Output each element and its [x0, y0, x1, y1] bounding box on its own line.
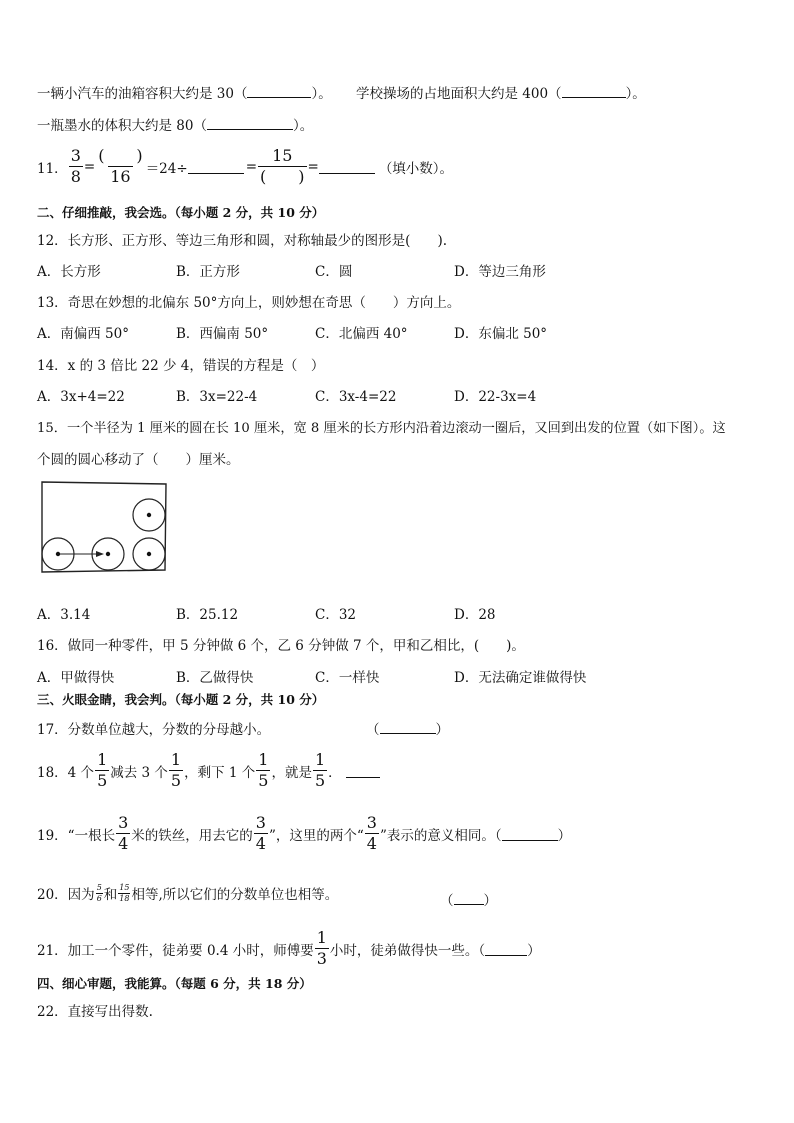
question-21: 21．加工一个零件，徒弟要 0.4 小时，师傅要 $\frac{1}{3}$ 小时，徒弟做得快一些。（ ） — [37, 928, 541, 968]
question-11: 11． $\frac{3}{8}$ = $\frac{( )}{16}$ ＝24÷ = $\frac{15}{( )}$ = （填小数）。 — [37, 146, 454, 186]
arrow-head — [96, 551, 104, 557]
question-15-cont: 个圆的圆心移动了（ ）厘米。 — [37, 452, 240, 468]
option-b[interactable]: B．25.12 — [176, 607, 239, 623]
question-19: 19．“一根长 $\frac{3}{4}$ 米的铁丝，用去它的 $\frac{3}{4}$ ”，这里的两个“ $\frac{3}{4}$ ”表示的意义相同。（ ） — [37, 813, 572, 853]
answer-blank[interactable] — [247, 84, 311, 98]
question-15: 15．一个半径为 1 厘米的圆在长 10 厘米，宽 8 厘米的长方形内沿着边滚动一圈后，又回到出发的位置（如下图）。这 — [37, 421, 726, 436]
option-d[interactable]: D．东偏北 50° — [454, 326, 548, 342]
question-16: 16．做同一种零件，甲 5 分钟做 6 个，乙 6 分钟做 7 个，甲和乙相比，( )。 — [37, 638, 525, 654]
option-c[interactable]: C．北偏西 40° — [315, 326, 408, 342]
option-b[interactable]: B．西偏南 50° — [176, 326, 269, 342]
fraction: $\frac{3}{4}$ — [366, 813, 377, 853]
question-13: 13．奇思在妙想的北偏东 50°方向上，则妙想在奇思（ ）方向上。 — [37, 295, 461, 311]
answer-blank[interactable] — [485, 942, 527, 956]
question-18: 18．4 个 $\frac{1}{5}$ 减去 3 个 $\frac{1}{5}$ ，剩下 1 个 $\frac{1}{5}$ ，就是 $\frac{1}{5}$ ． — [37, 752, 380, 789]
circle-center-dot — [106, 552, 110, 556]
section-heading: 二、仔细推敲，我会选。（每小题 2 分，共 10 分） — [37, 205, 325, 220]
fraction: $\frac{1}{5}$ — [314, 750, 326, 790]
fraction: $\frac{15}{18}$ — [119, 882, 130, 903]
answer-blank[interactable] — [454, 891, 484, 905]
question-17: 17．分数单位越大，分数的分母越小。 — [37, 722, 271, 738]
answer-blank[interactable] — [380, 720, 436, 734]
answer-blank[interactable] — [502, 827, 558, 841]
option-c[interactable]: C．32 — [315, 607, 357, 623]
section-heading: 四、细心审题，我能算。（每题 6 分，共 18 分） — [37, 976, 312, 991]
option-b[interactable]: B．乙做得快 — [176, 670, 254, 686]
answer-blank[interactable] — [319, 160, 375, 174]
answer-blank[interactable] — [188, 160, 244, 174]
option-b[interactable]: B．正方形 — [176, 264, 240, 280]
rectangle-outline — [42, 482, 166, 572]
fraction: $\frac{1}{5}$ — [258, 750, 269, 790]
section-heading: 三、火眼金睛，我会判。（每小题 2 分，共 10 分） — [37, 692, 325, 707]
fraction-blank[interactable]: $\frac{15}{( )}$ — [260, 146, 305, 186]
answer-blank[interactable] — [346, 764, 380, 778]
question-20: 20．因为 $\frac{5}{6}$ 和 $\frac{15}{18}$ 相等,所以它们的分数单位也相等。 — [37, 882, 339, 903]
option-a[interactable]: A．3.14 — [37, 607, 91, 623]
fraction: $\frac{1}{3}$ — [316, 928, 327, 968]
option-a[interactable]: A．甲做得快 — [37, 670, 115, 686]
question-line-playground: 学校操场的占地面积大约是 400（ ）。 — [356, 86, 646, 102]
fraction: $\frac{1}{5}$ — [97, 750, 108, 790]
option-a[interactable]: A．3x+4=22 — [37, 389, 125, 405]
circle-center-dot — [56, 552, 60, 556]
fraction-blank[interactable]: $\frac{( )}{16}$ — [98, 146, 143, 186]
answer-blank[interactable] — [562, 84, 626, 98]
judge-answer: （ ） — [440, 893, 497, 909]
rolling-circle-figure — [38, 478, 170, 576]
fraction: $\frac{1}{5}$ — [170, 750, 182, 790]
judge-answer: （ ） — [366, 722, 449, 738]
option-c[interactable]: C．一样快 — [315, 670, 380, 686]
fraction: $\frac{3}{4}$ — [118, 813, 129, 853]
option-d[interactable]: D．无法确定谁做得快 — [454, 670, 587, 686]
option-a[interactable]: A．长方形 — [37, 264, 101, 280]
question-12: 12．长方形、正方形、等边三角形和圆，对称轴最少的图形是( ). — [37, 233, 448, 249]
option-a[interactable]: A．南偏西 50° — [37, 326, 129, 342]
answer-blank[interactable] — [207, 116, 293, 130]
question-line-fuel-tank: 一辆小汽车的油箱容积大约是 30（ ）。 — [37, 86, 332, 102]
option-d[interactable]: D．22-3x=4 — [454, 389, 537, 405]
fraction: $\frac{3}{8}$ — [70, 146, 81, 186]
option-c[interactable]: C．圆 — [315, 264, 353, 280]
question-22: 22．直接写出得数. — [37, 1004, 153, 1020]
question-14: 14．x 的 3 倍比 22 少 4，错误的方程是（ ） — [37, 358, 325, 374]
option-b[interactable]: B．3x=22-4 — [176, 389, 258, 405]
fraction: $\frac{5}{6}$ — [96, 882, 102, 903]
circle-center-dot — [147, 552, 151, 556]
fraction: $\frac{3}{4}$ — [255, 813, 266, 853]
option-d[interactable]: D．等边三角形 — [454, 264, 546, 280]
question-line-ink: 一瓶墨水的体积大约是 80（ ）。 — [37, 118, 314, 134]
circle-center-dot — [147, 513, 151, 517]
option-c[interactable]: C．3x-4=22 — [315, 389, 397, 405]
option-d[interactable]: D．28 — [454, 607, 496, 623]
